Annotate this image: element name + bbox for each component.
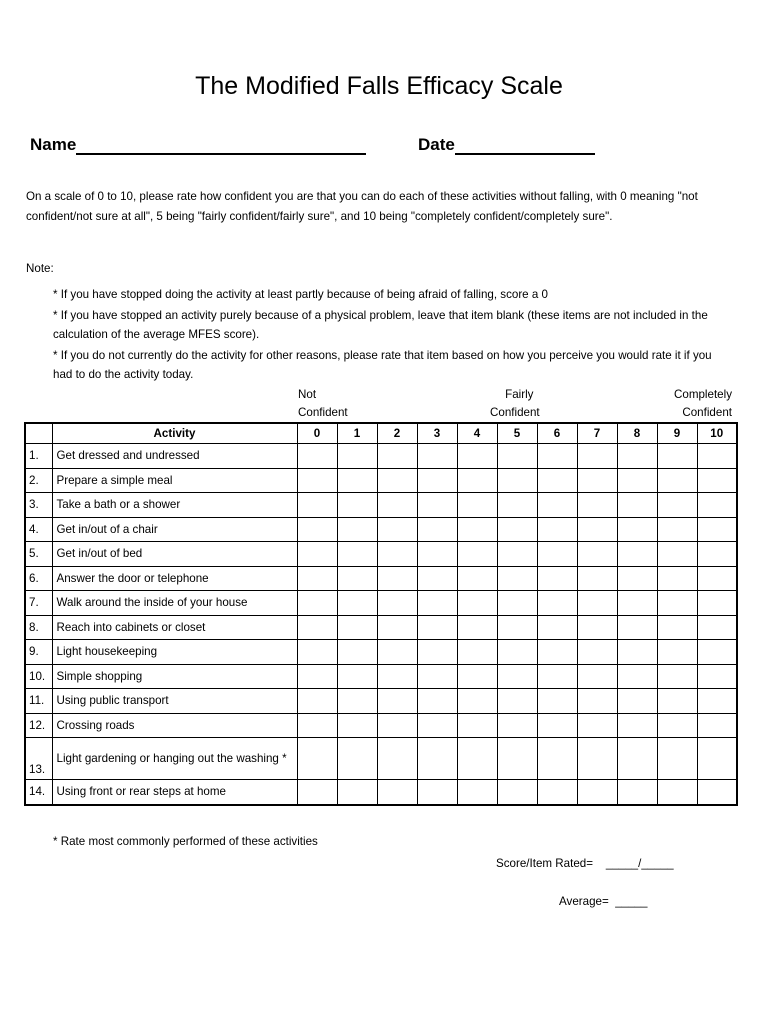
- score-cell[interactable]: [617, 591, 657, 616]
- score-cell[interactable]: [457, 591, 497, 616]
- score-cell[interactable]: [297, 780, 337, 805]
- date-label: Date: [418, 135, 455, 154]
- score-cell[interactable]: [457, 713, 497, 738]
- score-cell[interactable]: [297, 566, 337, 591]
- score-cell[interactable]: [297, 468, 337, 493]
- score-cell[interactable]: [697, 738, 737, 780]
- score-cell[interactable]: [577, 738, 617, 780]
- score-cell[interactable]: [657, 713, 697, 738]
- score-cell[interactable]: [457, 640, 497, 665]
- row-number: 4.: [25, 517, 52, 542]
- score-cell[interactable]: [377, 468, 417, 493]
- score-cell[interactable]: [697, 780, 737, 805]
- row-number: 1.: [25, 444, 52, 469]
- date-field[interactable]: [418, 135, 595, 155]
- score-cell[interactable]: [337, 689, 377, 714]
- scale-header-completely-confident: Completely Confident: [674, 388, 732, 419]
- score-cell[interactable]: [377, 640, 417, 665]
- score-cell[interactable]: [497, 493, 537, 518]
- score-cell[interactable]: [497, 468, 537, 493]
- score-cell[interactable]: [577, 542, 617, 567]
- note-item: * If you have stopped doing the activity at least partly because of being afraid of falling, score a 0: [53, 288, 548, 301]
- score-cell[interactable]: [617, 738, 657, 780]
- score-blank[interactable]: _____/_____: [605, 857, 674, 870]
- score-cell[interactable]: [537, 615, 577, 640]
- row-activity: Get in/out of bed: [52, 542, 297, 567]
- score-cell[interactable]: [497, 542, 537, 567]
- row-number: 5.: [25, 542, 52, 567]
- score-cell[interactable]: [417, 780, 457, 805]
- score-cell[interactable]: [417, 738, 457, 780]
- score-cell[interactable]: [337, 615, 377, 640]
- score-cell[interactable]: [697, 542, 737, 567]
- name-line[interactable]: [76, 135, 366, 155]
- average-label: Average=: [559, 895, 609, 908]
- score-cell[interactable]: [337, 780, 377, 805]
- row-activity: Using public transport: [52, 689, 297, 714]
- score-cell[interactable]: [697, 615, 737, 640]
- score-cell[interactable]: [577, 664, 617, 689]
- score-cell[interactable]: [537, 517, 577, 542]
- score-cell[interactable]: [377, 713, 417, 738]
- score-cell[interactable]: [457, 566, 497, 591]
- row-number: 10.: [25, 664, 52, 689]
- score-cell[interactable]: [697, 468, 737, 493]
- score-cell[interactable]: [457, 664, 497, 689]
- score-cell[interactable]: [617, 566, 657, 591]
- row-number: 7.: [25, 591, 52, 616]
- score-cell[interactable]: [337, 468, 377, 493]
- score-cell[interactable]: [697, 517, 737, 542]
- table-row: [25, 689, 737, 714]
- score-cell[interactable]: [297, 591, 337, 616]
- score-cell[interactable]: [697, 591, 737, 616]
- table-row: [25, 591, 737, 616]
- header-score: 9: [657, 423, 697, 444]
- row-number: 14.: [25, 780, 52, 805]
- score-cell[interactable]: [697, 664, 737, 689]
- score-cell[interactable]: [617, 780, 657, 805]
- instructions-text: On a scale of 0 to 10, please rate how confident you are that you can do each of these activities without falling, with 0 meaning "not confident/not sure at all", 5 being "fairly confident/fairly sure", and 10 being "completely confident/completely sure".: [26, 190, 698, 223]
- score-cell[interactable]: [377, 493, 417, 518]
- score-cell[interactable]: [297, 689, 337, 714]
- table-row: [25, 566, 737, 591]
- score-cell[interactable]: [457, 780, 497, 805]
- score-cell[interactable]: [657, 517, 697, 542]
- date-line[interactable]: [455, 135, 595, 155]
- score-cell[interactable]: [537, 468, 577, 493]
- score-cell[interactable]: [697, 493, 737, 518]
- score-cell[interactable]: [297, 493, 337, 518]
- score-cell[interactable]: [337, 591, 377, 616]
- header-score: 2: [377, 423, 417, 444]
- score-cell[interactable]: [337, 444, 377, 469]
- score-cell[interactable]: [337, 640, 377, 665]
- header-score: 4: [457, 423, 497, 444]
- score-cell[interactable]: [337, 738, 377, 780]
- score-cell[interactable]: [377, 615, 417, 640]
- note-label: Note:: [26, 262, 54, 275]
- row-activity: Answer the door or telephone: [52, 566, 297, 591]
- score-cell[interactable]: [697, 444, 737, 469]
- score-cell[interactable]: [497, 713, 537, 738]
- score-cell[interactable]: [377, 664, 417, 689]
- document-title: The Modified Falls Efficacy Scale: [195, 72, 563, 100]
- score-cell[interactable]: [537, 493, 577, 518]
- score-cell[interactable]: [457, 493, 497, 518]
- header-score: 5: [497, 423, 537, 444]
- score-cell[interactable]: [617, 444, 657, 469]
- score-cell[interactable]: [577, 615, 617, 640]
- score-cell[interactable]: [657, 444, 697, 469]
- table-row: [25, 780, 737, 805]
- scale-header-not-confident: Not Confident: [298, 388, 348, 419]
- score-cell[interactable]: [417, 566, 457, 591]
- score-field[interactable]: [496, 857, 674, 870]
- score-cell[interactable]: [537, 664, 577, 689]
- scale-header-fairly-confident: Fairly Confident: [490, 388, 540, 419]
- score-cell[interactable]: [617, 689, 657, 714]
- score-cell[interactable]: [617, 615, 657, 640]
- score-cell[interactable]: [537, 444, 577, 469]
- score-cell[interactable]: [457, 468, 497, 493]
- score-cell[interactable]: [697, 713, 737, 738]
- score-cell[interactable]: [377, 591, 417, 616]
- header-score: 0: [297, 423, 337, 444]
- score-cell[interactable]: [577, 493, 617, 518]
- score-cell[interactable]: [337, 493, 377, 518]
- score-cell[interactable]: [497, 615, 537, 640]
- score-cell[interactable]: [297, 738, 337, 780]
- header-score: 8: [617, 423, 657, 444]
- row-activity: Simple shopping: [52, 664, 297, 689]
- row-activity: Get in/out of a chair: [52, 517, 297, 542]
- score-cell[interactable]: [457, 615, 497, 640]
- score-cell[interactable]: [297, 444, 337, 469]
- score-cell[interactable]: [497, 689, 537, 714]
- header-score: 6: [537, 423, 577, 444]
- score-cell[interactable]: [657, 738, 697, 780]
- row-number: 8.: [25, 615, 52, 640]
- row-activity: Get dressed and undressed: [52, 444, 297, 469]
- score-cell[interactable]: [497, 444, 537, 469]
- score-cell[interactable]: [417, 689, 457, 714]
- score-cell[interactable]: [297, 517, 337, 542]
- score-cell[interactable]: [417, 444, 457, 469]
- score-cell[interactable]: [337, 542, 377, 567]
- score-cell[interactable]: [417, 468, 457, 493]
- score-cell[interactable]: [417, 615, 457, 640]
- row-activity: Crossing roads: [52, 713, 297, 738]
- score-cell[interactable]: [417, 493, 457, 518]
- score-cell[interactable]: [337, 517, 377, 542]
- row-number: 2.: [25, 468, 52, 493]
- score-cell[interactable]: [577, 780, 617, 805]
- score-cell[interactable]: [377, 517, 417, 542]
- row-number: 13.: [25, 738, 52, 780]
- score-cell[interactable]: [457, 517, 497, 542]
- score-cell[interactable]: [497, 780, 537, 805]
- score-cell[interactable]: [377, 738, 417, 780]
- score-cell[interactable]: [577, 444, 617, 469]
- score-cell[interactable]: [297, 664, 337, 689]
- average-field[interactable]: [559, 895, 647, 908]
- score-cell[interactable]: [457, 444, 497, 469]
- row-number: 11.: [25, 689, 52, 714]
- score-cell[interactable]: [657, 615, 697, 640]
- score-cell[interactable]: [337, 713, 377, 738]
- table-row: [25, 738, 737, 780]
- row-number: 12.: [25, 713, 52, 738]
- row-number: 6.: [25, 566, 52, 591]
- header-number: [25, 423, 52, 444]
- table-row: [25, 517, 737, 542]
- footnote: * Rate most commonly performed of these activities: [53, 835, 318, 848]
- table-row: [25, 468, 737, 493]
- score-cell[interactable]: [577, 591, 617, 616]
- score-cell[interactable]: [537, 738, 577, 780]
- score-cell[interactable]: [657, 493, 697, 518]
- score-cell[interactable]: [497, 738, 537, 780]
- header-activity: Activity: [52, 423, 297, 444]
- score-cell[interactable]: [657, 664, 697, 689]
- row-activity: Prepare a simple meal: [52, 468, 297, 493]
- score-cell[interactable]: [417, 664, 457, 689]
- score-cell[interactable]: [657, 468, 697, 493]
- note-item: * If you have stopped an activity purely because of a physical problem, leave that item blank (these items are not included in the calculation of the average MFES score).: [53, 308, 708, 341]
- score-cell[interactable]: [577, 517, 617, 542]
- score-cell[interactable]: [457, 542, 497, 567]
- score-cell[interactable]: [537, 713, 577, 738]
- score-cell[interactable]: [497, 566, 537, 591]
- score-cell[interactable]: [537, 640, 577, 665]
- score-cell[interactable]: [617, 517, 657, 542]
- score-cell[interactable]: [697, 689, 737, 714]
- score-cell[interactable]: [417, 713, 457, 738]
- score-cell[interactable]: [617, 713, 657, 738]
- score-cell[interactable]: [417, 517, 457, 542]
- score-cell[interactable]: [337, 664, 377, 689]
- note-item: * If you do not currently do the activity for other reasons, please rate that item based on how you perceive you would rate it if you had to do the activity today.: [53, 348, 712, 381]
- name-field[interactable]: [30, 135, 366, 155]
- score-cell[interactable]: [657, 566, 697, 591]
- score-cell[interactable]: [297, 542, 337, 567]
- score-cell[interactable]: [657, 640, 697, 665]
- score-cell[interactable]: [617, 493, 657, 518]
- score-cell[interactable]: [457, 689, 497, 714]
- table-header-row: [25, 423, 737, 444]
- score-cell[interactable]: [377, 689, 417, 714]
- header-score: 7: [577, 423, 617, 444]
- table-row: [25, 493, 737, 518]
- score-cell[interactable]: [577, 468, 617, 493]
- score-cell[interactable]: [497, 591, 537, 616]
- score-cell[interactable]: [657, 542, 697, 567]
- row-activity: Light gardening or hanging out the washing *: [52, 738, 297, 780]
- table-row: [25, 664, 737, 689]
- score-cell[interactable]: [657, 591, 697, 616]
- score-cell[interactable]: [417, 591, 457, 616]
- score-cell[interactable]: [417, 640, 457, 665]
- score-cell[interactable]: [497, 517, 537, 542]
- score-cell[interactable]: [377, 444, 417, 469]
- score-cell[interactable]: [577, 689, 617, 714]
- score-cell[interactable]: [377, 780, 417, 805]
- header-score: 3: [417, 423, 457, 444]
- score-cell[interactable]: [617, 468, 657, 493]
- score-cell[interactable]: [617, 640, 657, 665]
- score-cell[interactable]: [577, 566, 617, 591]
- row-activity: Reach into cabinets or closet: [52, 615, 297, 640]
- score-cell[interactable]: [497, 664, 537, 689]
- score-cell[interactable]: [297, 713, 337, 738]
- score-cell[interactable]: [617, 542, 657, 567]
- table-row: [25, 444, 737, 469]
- table-row: [25, 615, 737, 640]
- score-cell[interactable]: [657, 689, 697, 714]
- row-number: 9.: [25, 640, 52, 665]
- score-cell[interactable]: [297, 615, 337, 640]
- row-activity: Using front or rear steps at home: [52, 780, 297, 805]
- score-cell[interactable]: [337, 566, 377, 591]
- average-blank[interactable]: _____: [615, 895, 648, 908]
- score-cell[interactable]: [577, 640, 617, 665]
- score-cell[interactable]: [537, 542, 577, 567]
- score-cell[interactable]: [537, 689, 577, 714]
- row-number: 3.: [25, 493, 52, 518]
- table-row: [25, 542, 737, 567]
- score-cell[interactable]: [577, 713, 617, 738]
- table-row: [25, 713, 737, 738]
- score-cell[interactable]: [377, 566, 417, 591]
- score-cell[interactable]: [617, 664, 657, 689]
- score-cell[interactable]: [697, 640, 737, 665]
- score-cell[interactable]: [537, 780, 577, 805]
- row-activity: Light housekeeping: [52, 640, 297, 665]
- row-activity: Walk around the inside of your house: [52, 591, 297, 616]
- score-cell[interactable]: [377, 542, 417, 567]
- table-row: [25, 640, 737, 665]
- score-cell[interactable]: [457, 738, 497, 780]
- score-cell[interactable]: [537, 566, 577, 591]
- rating-table: [24, 422, 738, 806]
- score-cell[interactable]: [497, 640, 537, 665]
- score-cell[interactable]: [697, 566, 737, 591]
- header-score: 10: [697, 423, 737, 444]
- row-activity: Take a bath or a shower: [52, 493, 297, 518]
- score-label: Score/Item Rated=: [496, 857, 593, 870]
- header-score: 1: [337, 423, 377, 444]
- score-cell[interactable]: [417, 542, 457, 567]
- score-cell[interactable]: [657, 780, 697, 805]
- note-list: [53, 285, 723, 386]
- name-label: Name: [30, 135, 77, 154]
- score-cell[interactable]: [537, 591, 577, 616]
- score-cell[interactable]: [297, 640, 337, 665]
